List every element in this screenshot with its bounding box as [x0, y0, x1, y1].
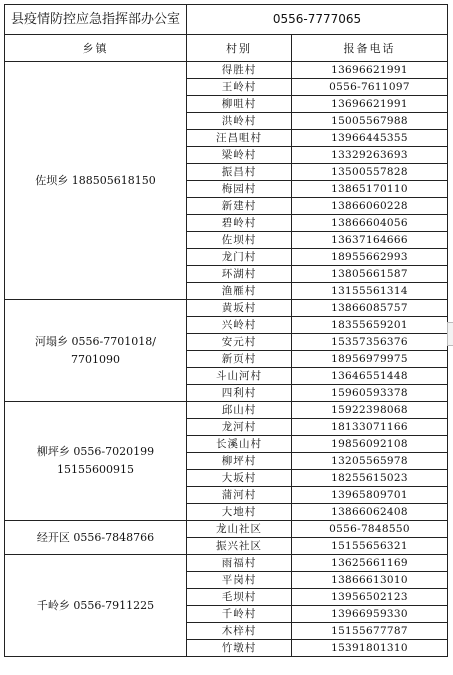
office-title: 县疫情防控应急指挥部办公室 — [5, 5, 187, 35]
phone-cell: 15357356376 — [292, 334, 448, 351]
town-cell: 佐坝乡 188505618150 — [5, 62, 187, 300]
phone-cell: 13865170110 — [292, 181, 448, 198]
phone-cell: 13155561314 — [292, 283, 448, 300]
phone-cell: 15155677787 — [292, 623, 448, 640]
phone-cell: 13805661587 — [292, 266, 448, 283]
village-cell: 兴岭村 — [187, 317, 292, 334]
village-cell: 雨福村 — [187, 555, 292, 572]
phone-cell: 15922398068 — [292, 402, 448, 419]
phone-cell: 13965809701 — [292, 487, 448, 504]
phone-cell: 0556-7611097 — [292, 79, 448, 96]
phone-cell: 18355659201 — [292, 317, 448, 334]
phone-cell: 18956979975 — [292, 351, 448, 368]
village-cell: 得胜村 — [187, 62, 292, 79]
phone-cell: 13966959330 — [292, 606, 448, 623]
table-row — [5, 300, 448, 317]
side-scroll-handle[interactable] — [447, 322, 453, 346]
village-cell: 佐坝村 — [187, 232, 292, 249]
phone-cell: 13329263693 — [292, 147, 448, 164]
phone-cell: 19856092108 — [292, 436, 448, 453]
phone-cell: 18255615023 — [292, 470, 448, 487]
phone-cell: 13866060228 — [292, 198, 448, 215]
village-cell: 邱山村 — [187, 402, 292, 419]
village-cell: 柳坪村 — [187, 453, 292, 470]
phone-cell: 13500557828 — [292, 164, 448, 181]
village-cell: 梁岭村 — [187, 147, 292, 164]
phone-cell: 13866613010 — [292, 572, 448, 589]
table-row — [5, 555, 448, 572]
phone-cell: 18133071166 — [292, 419, 448, 436]
village-cell: 长溪山村 — [187, 436, 292, 453]
village-cell: 王岭村 — [187, 79, 292, 96]
town-cell: 河塌乡 0556-7701018/ 7701090 — [5, 300, 187, 402]
column-header-village: 村别 — [187, 35, 292, 62]
village-cell: 蒲河村 — [187, 487, 292, 504]
village-cell: 汪昌咀村 — [187, 130, 292, 147]
office-phone: 0556-7777065 — [187, 5, 448, 35]
phone-cell: 13866062408 — [292, 504, 448, 521]
village-cell: 平岗村 — [187, 572, 292, 589]
contact-document — [4, 4, 447, 657]
header-row — [5, 5, 448, 35]
village-cell: 安元村 — [187, 334, 292, 351]
village-cell: 新页村 — [187, 351, 292, 368]
phone-cell: 13866085757 — [292, 300, 448, 317]
phone-cell: 13956502123 — [292, 589, 448, 606]
phone-cell: 13866604056 — [292, 215, 448, 232]
village-cell: 龙河村 — [187, 419, 292, 436]
phone-cell: 13696621991 — [292, 62, 448, 79]
phone-cell: 15155656321 — [292, 538, 448, 555]
village-cell: 柳咀村 — [187, 96, 292, 113]
phone-cell: 13625661169 — [292, 555, 448, 572]
phone-cell: 0556-7848550 — [292, 521, 448, 538]
village-cell: 木梓村 — [187, 623, 292, 640]
town-cell: 柳坪乡 0556-7020199 15155600915 — [5, 402, 187, 521]
table-body — [5, 5, 448, 657]
phone-cell: 13696621991 — [292, 96, 448, 113]
phone-cell: 13966445355 — [292, 130, 448, 147]
phone-cell: 13637164666 — [292, 232, 448, 249]
village-cell: 千岭村 — [187, 606, 292, 623]
phone-cell: 15005567988 — [292, 113, 448, 130]
town-cell: 千岭乡 0556-7911225 — [5, 555, 187, 657]
village-cell: 振兴社区 — [187, 538, 292, 555]
table-row — [5, 62, 448, 79]
village-cell: 大坂村 — [187, 470, 292, 487]
village-cell: 环湖村 — [187, 266, 292, 283]
table-row — [5, 521, 448, 538]
village-cell: 振昌村 — [187, 164, 292, 181]
village-cell: 碧岭村 — [187, 215, 292, 232]
village-cell: 大地村 — [187, 504, 292, 521]
village-cell: 龙门村 — [187, 249, 292, 266]
village-cell: 斗山河村 — [187, 368, 292, 385]
phone-cell: 15960593378 — [292, 385, 448, 402]
village-cell: 洪岭村 — [187, 113, 292, 130]
phone-cell: 15391801310 — [292, 640, 448, 657]
contact-table — [4, 4, 448, 657]
phone-cell: 13646551448 — [292, 368, 448, 385]
column-header-row — [5, 35, 448, 62]
column-header-phone: 报备电话 — [292, 35, 448, 62]
column-header-town: 乡镇 — [5, 35, 187, 62]
village-cell: 梅园村 — [187, 181, 292, 198]
table-row — [5, 402, 448, 419]
village-cell: 竹墩村 — [187, 640, 292, 657]
phone-cell: 18955662993 — [292, 249, 448, 266]
village-cell: 毛坝村 — [187, 589, 292, 606]
village-cell: 渔雁村 — [187, 283, 292, 300]
village-cell: 四利村 — [187, 385, 292, 402]
village-cell: 龙山社区 — [187, 521, 292, 538]
village-cell: 新建村 — [187, 198, 292, 215]
phone-cell: 13205565978 — [292, 453, 448, 470]
village-cell: 黄坂村 — [187, 300, 292, 317]
town-cell: 经开区 0556-7848766 — [5, 521, 187, 555]
